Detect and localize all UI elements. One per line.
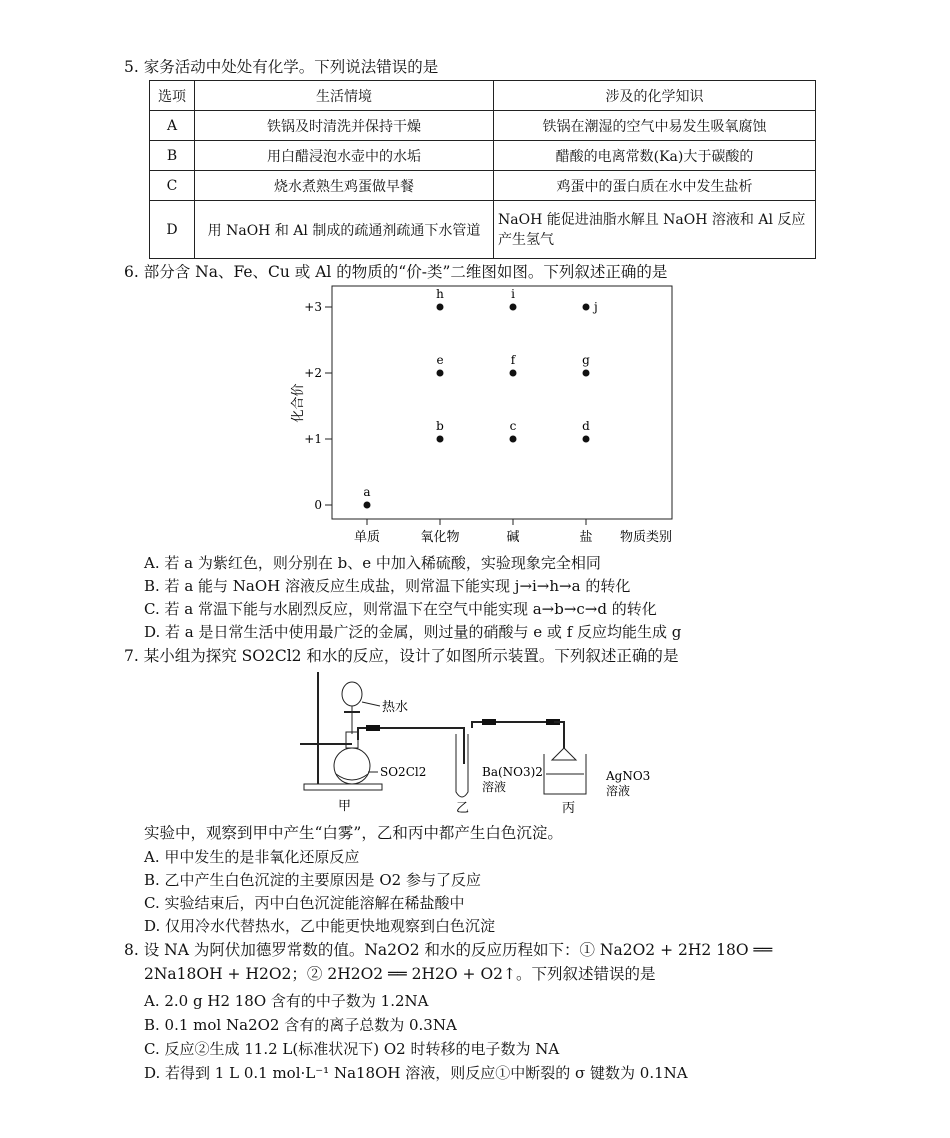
q8-stem-line-1: 8. 设 NA 为阿伏加德罗常数的值。Na2O2 和水的反应历程如下：① Na2O2 + 2H2 18O ══ [124,941,773,959]
point-label-a: a [363,485,371,499]
knowledge-line-1: NaOH 能促进油脂水解且 NaOH 溶液和 Al 反应 [498,211,806,228]
table-row [150,141,816,171]
q7-option-d: D. 仅用冷水代替热水，乙中能更快地观察到白色沉淀 [144,917,496,935]
label-bing: 丙 [562,801,576,816]
q6-option-d: D. 若 a 是日常生活中使用最广泛的金属，则过量的硝酸与 e 或 f 反应均能生成 g [144,623,682,641]
table-header: 生活情境 [195,81,494,111]
data-point-b [437,436,444,443]
table-row [150,201,816,259]
q6-option-c: C. 若 a 常温下能与水剧烈反应，则常温下在空气中能实现 a→b→c→d 的转化 [144,600,657,618]
point-label-e: e [436,353,444,367]
connector-1 [366,725,380,731]
separatory-funnel [342,682,362,706]
q7-option-c: C. 实验结束后，丙中白色沉淀能溶解在稀盐酸中 [144,894,465,912]
q7-intro: 实验中，观察到甲中产生“白雾”，乙和丙中都产生白色沉淀。 [144,824,563,842]
flask-liquid [336,774,368,780]
data-point-e [437,370,444,377]
y-axis-label: 化合价 [291,383,306,423]
data-point-h [437,304,444,311]
y-tick-label: +2 [304,366,322,380]
table-cell: D [150,201,195,259]
table-cell: 铁锅在潮湿的空气中易发生吸氧腐蚀 [494,111,816,141]
q7-stem: 7. 某小组为探究 SO2Cl2 和水的反应，设计了如图所示装置。下列叙述正确的是 [124,647,679,665]
table-header-row [150,81,816,111]
data-point-g [583,370,590,377]
tube-3 [554,722,564,748]
x-tick-label: 碱 [506,530,520,545]
flask-neck [346,732,358,748]
beaker-label-2: 溶液 [606,784,631,798]
reagent-label: SO2Cl2 [380,765,427,779]
table-row [150,111,816,141]
q5-table [149,80,816,259]
table-cell: B [150,141,195,171]
chart-frame [332,286,672,519]
x-tick-label: 氧化物 [420,530,460,545]
point-label-i: i [511,287,515,301]
connector-2 [482,719,496,725]
q8-option-d: D. 若得到 1 L 0.1 mol·L⁻¹ Na18OH 溶液，则反应①中断裂的 σ 键数为 0.1NA [144,1064,688,1082]
table-cell: 鸡蛋中的蛋白质在水中发生盐析 [494,171,816,201]
table-cell: 铁锅及时清洗并保持干燥 [195,111,494,141]
valence-class-chart [280,283,680,551]
point-label-j: j [594,300,598,314]
label-jia: 甲 [338,799,352,814]
q7-option-b: B. 乙中产生白色沉淀的主要原因是 O2 参与了反应 [144,871,481,889]
data-point-a [364,502,371,509]
beaker-label-1: AgNO3 [606,769,651,783]
hot-water-pointer [362,702,380,706]
data-point-i [510,304,517,311]
q8-stem-line-2: 2Na18OH + H2O2；② 2H2O2 ══ 2H2O + O2↑。下列叙述错误的是 [144,965,656,983]
point-label-f: f [510,353,516,367]
apparatus-diagram [296,664,656,816]
y-tick-label: +3 [304,300,322,314]
inverted-funnel [552,748,576,760]
point-label-h: h [436,287,444,301]
table-cell: 用 NaOH 和 Al 制成的疏通剂疏通下水管道 [195,201,494,259]
q6-stem: 6. 部分含 Na、Fe、Cu 或 Al 的物质的“价-类”二维图如图。下列叙述正确的是 [124,263,668,281]
hot-water-label: 热水 [382,700,409,715]
q7-option-a: A. 甲中发生的是非氧化还原反应 [144,848,360,866]
tube-label-2: 溶液 [482,780,507,794]
point-label-g: g [582,353,590,367]
y-tick-label: +1 [304,432,322,446]
point-label-c: c [509,419,517,433]
data-point-c [510,436,517,443]
label-yi: 乙 [456,801,470,816]
x-tick-label: 盐 [579,530,593,545]
table-cell: A [150,111,195,141]
table-row [150,171,816,201]
q5-stem: 5. 家务活动中处处有化学。下列说法错误的是 [124,58,439,76]
table-cell: 醋酸的电离常数(Ka)大于碳酸的 [494,141,816,171]
x-tick-label: 单质 [353,530,381,545]
stand-base [304,784,382,790]
knowledge-line-2: 产生氢气 [498,231,554,248]
tube-label-1: Ba(NO3)2 [482,765,543,779]
table-header: 选项 [150,81,195,111]
tube-1 [358,728,464,764]
data-point-f [510,370,517,377]
q8-option-c: C. 反应②生成 11.2 L(标准状况下) O2 时转移的电子数为 NA [144,1040,560,1058]
q6-option-b: B. 若 a 能与 NaOH 溶液反应生成盐，则常温下能实现 j→i→h→a 的转化 [144,577,631,595]
flask-jia [334,748,370,784]
q6-option-a: A. 若 a 为紫红色，则分别在 b、e 中加入稀硫酸，实验现象完全相同 [144,554,601,572]
point-label-b: b [436,419,444,433]
table-cell: 用白醋浸泡水壶中的水垢 [195,141,494,171]
x-axis-label: 物质类别 [620,530,673,545]
table-cell: C [150,171,195,201]
table-cell [494,201,816,259]
q8-option-a: A. 2.0 g H2 18O 含有的中子数为 1.2NA [144,992,429,1010]
data-point-j [583,304,590,311]
y-tick-label: 0 [314,498,322,512]
table-header: 涉及的化学知识 [494,81,816,111]
point-label-d: d [582,419,590,433]
test-tube-yi [456,734,468,797]
table-cell: 烧水煮熟生鸡蛋做早餐 [195,171,494,201]
data-point-d [583,436,590,443]
q8-option-b: B. 0.1 mol Na2O2 含有的离子总数为 0.3NA [144,1016,457,1034]
